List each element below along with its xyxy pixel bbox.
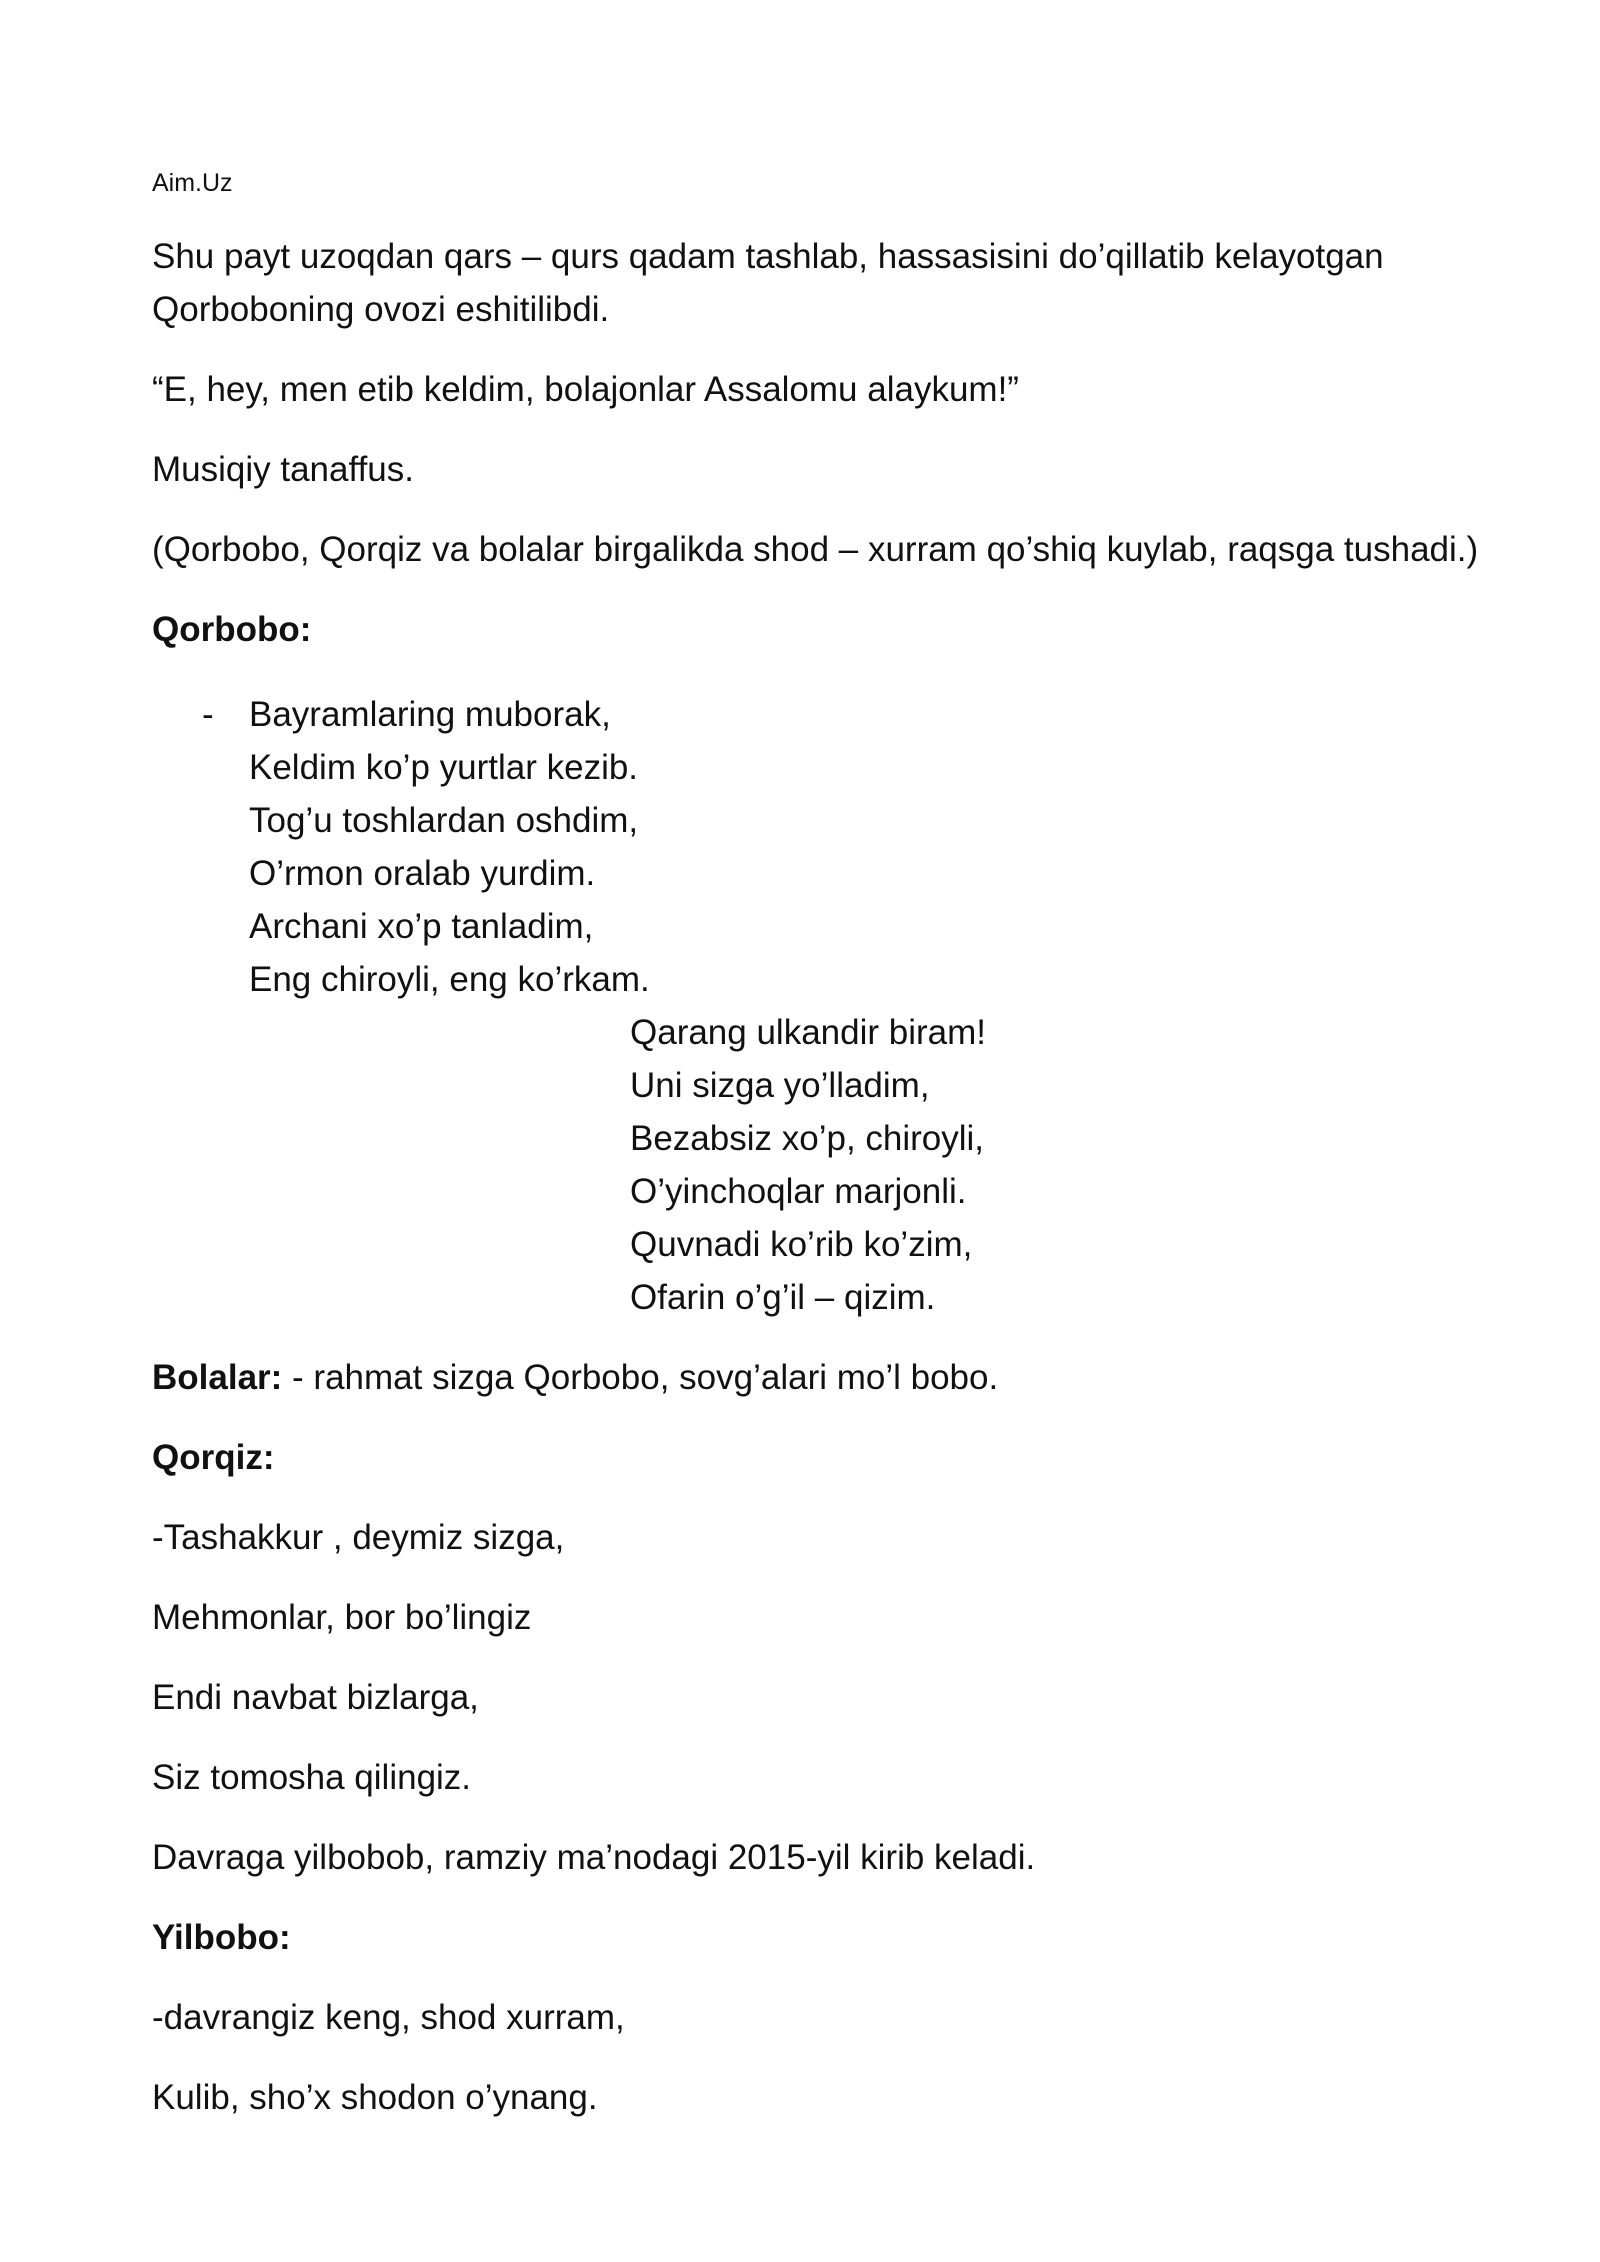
verse-line: Ofarin o’g’il – qizim. — [630, 1278, 936, 1317]
stage-direction-line: (Qorbobo, Qorqiz va bolalar birgalikda shod – xurram qo’shiq kuylab, raqsga tushadi.) — [152, 530, 1479, 569]
verse-line: Quvnadi ko’rib ko’zim, — [630, 1225, 973, 1264]
qorqiz-line-2: Mehmonlar, bor bo’lingiz — [152, 1598, 532, 1637]
music-break-line: Musiqiy tanaffus. — [152, 450, 414, 489]
qorbobo-verse-2 — [630, 1006, 986, 1324]
verse-line: Bezabsiz xo’p, chiroyli, — [630, 1119, 985, 1158]
verse-line: Bayramlaring muborak, — [249, 695, 611, 734]
verse-dash: - — [202, 695, 214, 734]
document-page — [152, 0, 1479, 2262]
yilbobo-line-1: -davrangiz keng, shod xurram, — [152, 1998, 625, 2037]
speaker-qorqiz: Qorqiz: — [152, 1438, 275, 1477]
speaker-qorbobo: Qorbobo: — [152, 610, 312, 649]
greeting-line: “E, hey, men etib keldim, bolajonlar Assalomu alaykum!” — [152, 370, 1019, 409]
qorqiz-line-4: Siz tomosha qilingiz. — [152, 1758, 472, 1797]
speaker-yilbobo: Yilbobo: — [152, 1918, 291, 1957]
verse-line: Uni sizga yo’lladim, — [630, 1066, 930, 1105]
verse-line: Tog’u toshlardan oshdim, — [249, 801, 639, 840]
intro-line-2: Qorboboning ovozi eshitilibdi. — [152, 290, 610, 329]
bolalar-text: - rahmat sizga Qorbobo, sovg’alari mo’l bobo. — [282, 1358, 999, 1397]
qorqiz-line-3: Endi navbat bizlarga, — [152, 1678, 479, 1717]
source-label: Aim.Uz — [152, 169, 233, 197]
verse-line: O’yinchoqlar marjonli. — [630, 1172, 967, 1211]
bolalar-line — [152, 1351, 998, 1404]
verse-line: Keldim ko’p yurtlar kezib. — [249, 748, 639, 787]
yilbobo-line-2: Kulib, sho’x shodon o’ynang. — [152, 2078, 598, 2117]
verse-line: O’rmon oralab yurdim. — [249, 854, 596, 893]
verse-line: Eng chiroyli, eng ko’rkam. — [249, 960, 650, 999]
qorqiz-line-1: -Tashakkur , deymiz sizga, — [152, 1518, 565, 1557]
verse-line: Qarang ulkandir biram! — [630, 1013, 986, 1052]
intro-line-1: Shu payt uzoqdan qars – qurs qadam tashlab, hassasisini do’qillatib kelayotgan — [152, 237, 1384, 276]
qorbobo-verse-1 — [249, 688, 650, 1006]
speaker-bolalar: Bolalar: — [152, 1358, 283, 1397]
verse-line: Archani xo’p tanladim, — [249, 907, 594, 946]
year-line: Davraga yilbobob, ramziy ma’nodagi 2015-yil kirib keladi. — [152, 1838, 1036, 1877]
